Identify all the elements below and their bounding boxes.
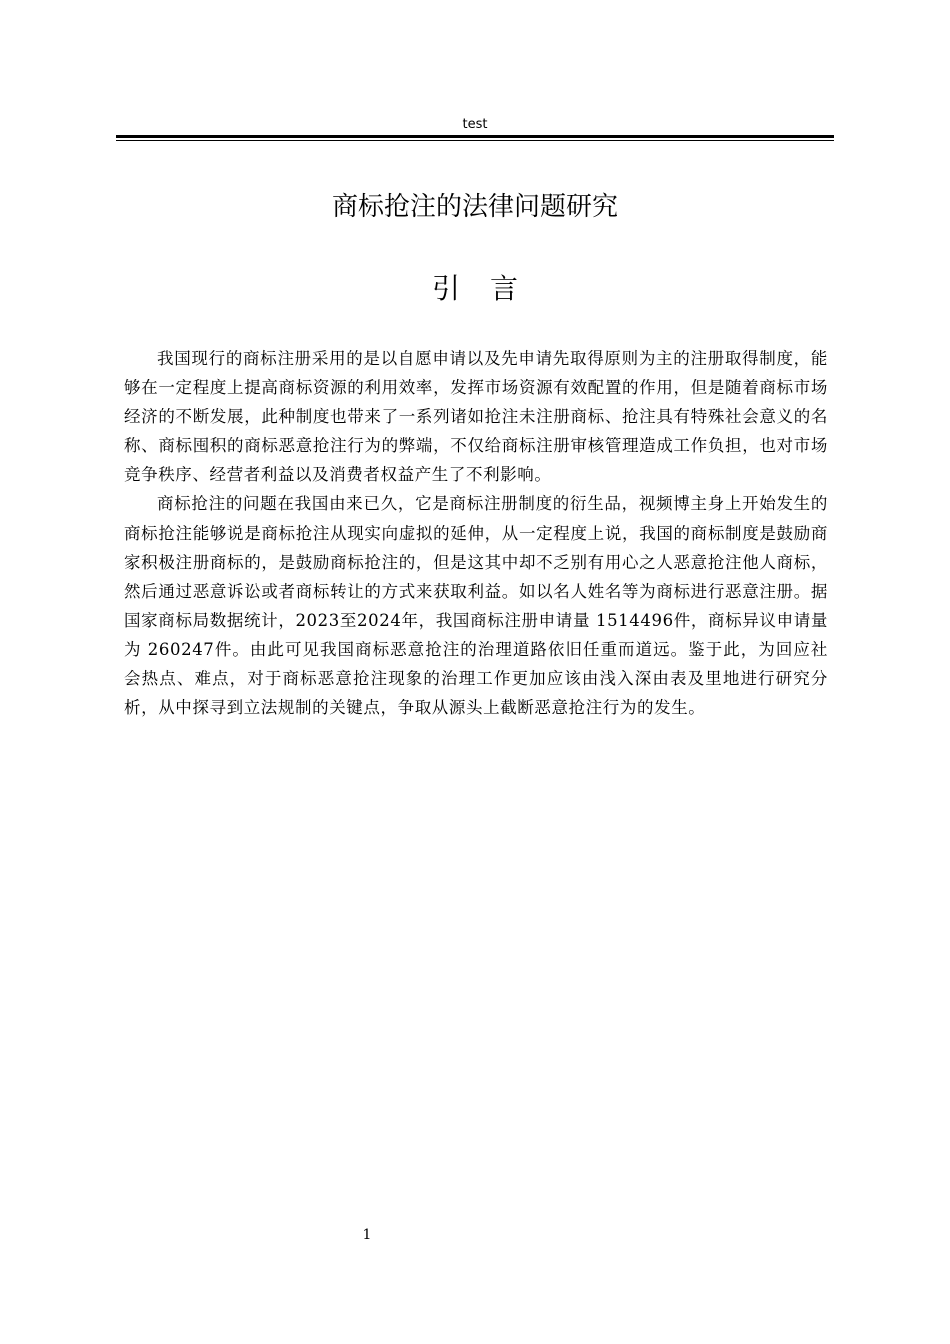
header-rule-thick	[116, 135, 834, 138]
paragraph-2: 商标抢注的问题在我国由来已久，它是商标注册制度的衍生品，视频博主身上开始发生的商标抢注能够说是商标抢注从现实向虚拟的延伸，从一定程度上说，我国的商标制度是鼓励商家积极注册商标的，是鼓励商标抢注的，但是这其中却不乏别有用心之人恶意抢注他人商标，然后通过恶意诉讼或者商标转让的方式来获取利益。如以名人姓名等为商标进行恶意注册。据国家商标局数据统计，2023至2024年，我国商标注册申请量 1514496件，商标异议申请量为 260247件。由此可见我国商标恶意抢注的治理道路依旧任重而道远。鉴于此，为回应社会热点、难点，对于商标恶意抢注现象的治理工作更加应该由浅入深由表及里地进行研究分析，从中探寻到立法规制的关键点，争取从源头上截断恶意抢注行为的发生。	[124, 494, 828, 718]
body-text	[124, 344, 828, 722]
running-header: test	[462, 117, 488, 132]
page-number: 1	[362, 1227, 372, 1243]
section-heading: 引言	[431, 272, 548, 305]
paragraph-1: 我国现行的商标注册采用的是以自愿申请以及先申请先取得原则为主的注册取得制度，能够在一定程度上提高商标资源的利用效率，发挥市场资源有效配置的作用，但是随着商标市场经济的不断发展，此种制度也带来了一系列诸如抢注未注册商标、抢注具有特殊社会意义的名称、商标囤积的商标恶意抢注行为的弊端，不仅给商标注册审核管理造成工作负担，也对市场竞争秩序、经营者利益以及消费者权益产生了不利影响。	[124, 349, 828, 485]
header-rule-thin	[116, 140, 834, 141]
document-title: 商标抢注的法律问题研究	[331, 192, 618, 222]
